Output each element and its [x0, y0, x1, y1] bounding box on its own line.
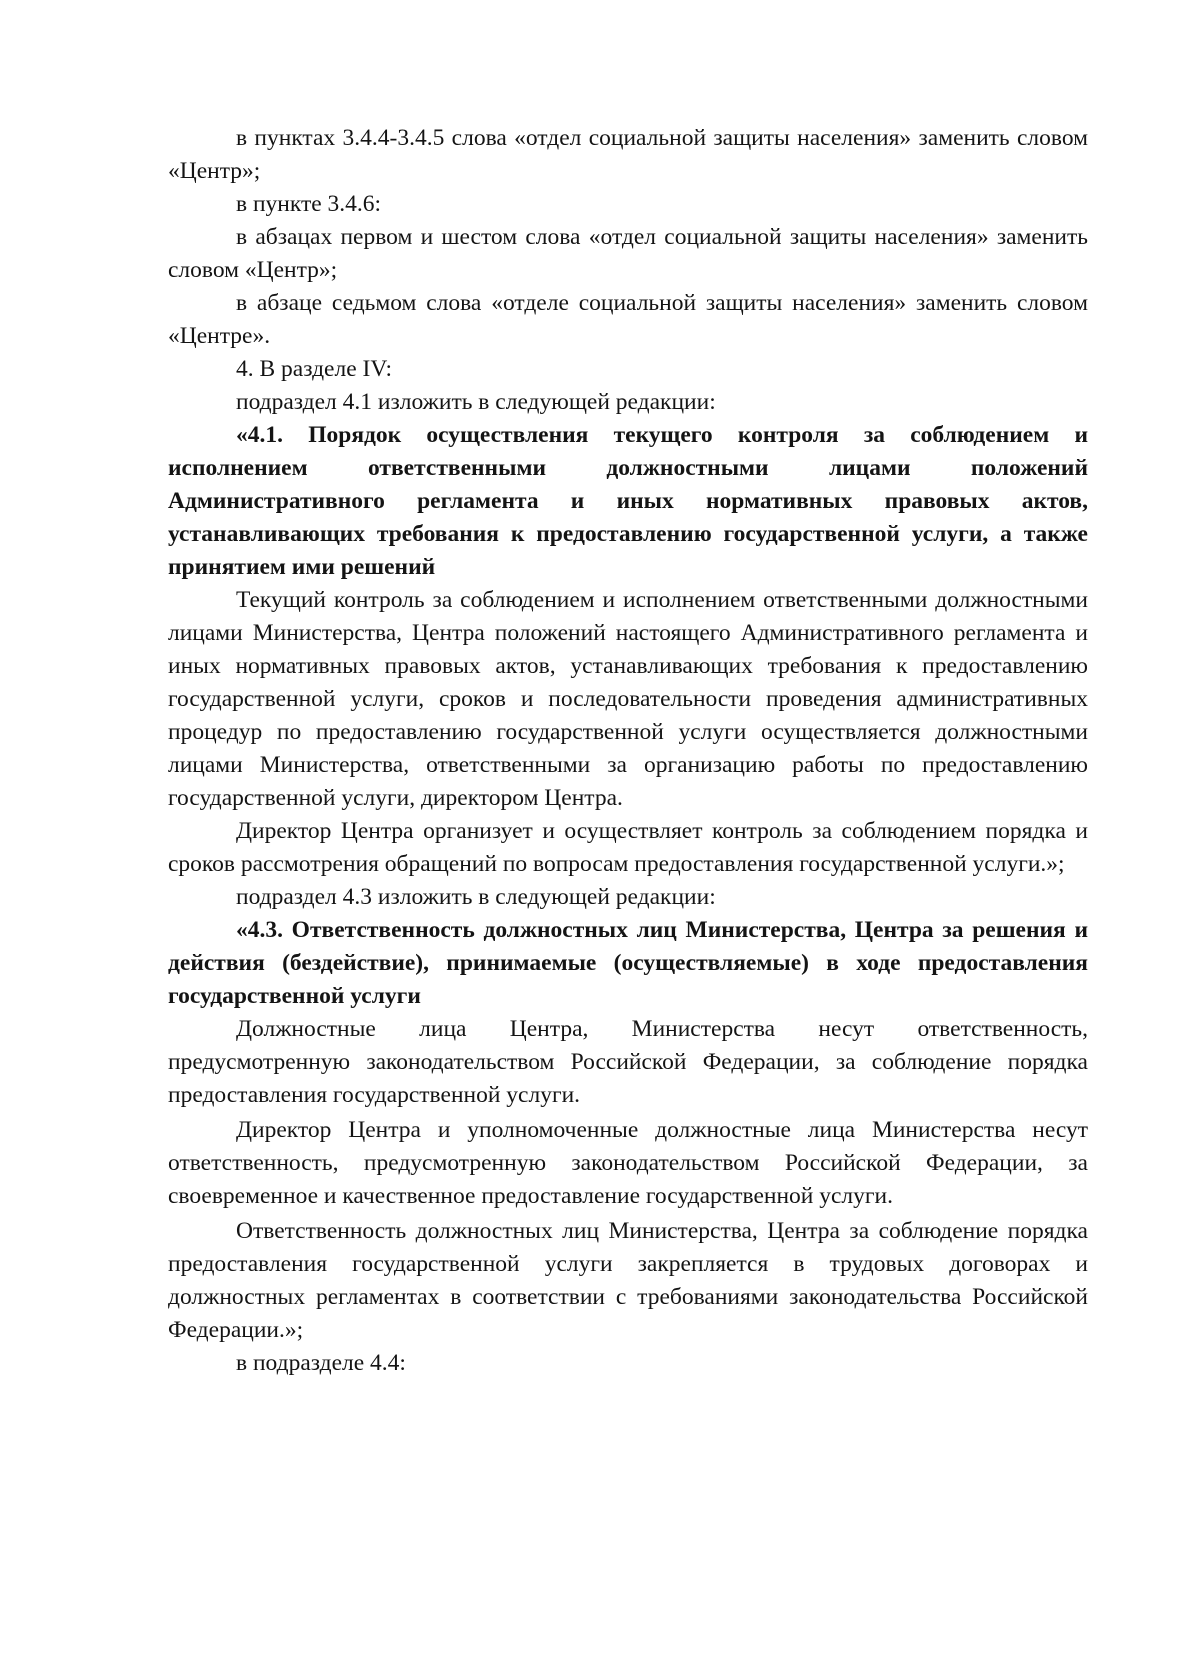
heading-4-3: «4.3. Ответственность должностных лиц Министерства, Центра за решения и действия (бездействие), принимаемые (осуществляемые) в ходе предоставления государственной услуги [168, 917, 1088, 1009]
paragraph-current-control: Текущий контроль за соблюдением и исполнением ответственными должностными лицами Министерства, Центра положений настоящего Административного регламента и иных нормативных правовых актов, устанавливающих требования к предоставлению государственной услуги, сроков и последовательности проведения административных процедур по предоставлению государственной услуги осуществляется должностными лицами Министерства, ответственными за организацию работы по предоставлению государственной услуги, директором Центра. [168, 587, 1088, 811]
paragraph-section-4: 4. В разделе IV: [236, 356, 393, 382]
paragraph-replace-3-4-4: в пунктах 3.4.4-3.4.5 слова «отдел социальной защиты населения» заменить словом «Центр»; [168, 125, 1088, 184]
paragraph-subsection-4-4: в подразделе 4.4: [236, 1350, 406, 1376]
document-body [168, 122, 1088, 1380]
paragraph-director-responsibility: Директор Центра и уполномоченные должностные лица Министерства несут ответственность, предусмотренную законодательством Российской Федерации, за своевременное и качественное предоставление государственной услуги. [168, 1117, 1088, 1209]
paragraph-subsection-4-1-intro: подраздел 4.1 изложить в следующей редакции: [236, 389, 716, 415]
paragraph-officials-responsibility: Должностные лица Центра, Министерства несут ответственность, предусмотренную законодательством Российской Федерации, за соблюдение порядка предоставления государственной услуги. [168, 1016, 1088, 1108]
paragraph-director-control: Директор Центра организует и осуществляет контроль за соблюдением порядка и сроков рассмотрения обращений по вопросам предоставления государственной услуги.»; [168, 818, 1088, 877]
paragraph-first-sixth-abzac: в абзацах первом и шестом слова «отдел социальной защиты населения» заменить словом «Центр»; [168, 224, 1088, 283]
paragraph-seventh-abzac: в абзаце седьмом слова «отделе социальной защиты населения» заменить словом «Центре». [168, 290, 1088, 349]
paragraph-item-3-4-6: в пункте 3.4.6: [236, 191, 382, 217]
paragraph-subsection-4-3-intro: подраздел 4.3 изложить в следующей редакции: [236, 884, 716, 910]
heading-4-1: «4.1. Порядок осуществления текущего контроля за соблюдением и исполнением ответственными должностными лицами положений Административного регламента и иных нормативных правовых актов, устанавливающих требования к предоставлению государственной услуги, а также принятием ими решений [168, 422, 1088, 580]
paragraph-responsibility-contracts: Ответственность должностных лиц Министерства, Центра за соблюдение порядка предоставления государственной услуги закрепляется в трудовых договорах и должностных регламентах в соответствии с требованиями законодательства Российской Федерации.»; [168, 1218, 1088, 1343]
